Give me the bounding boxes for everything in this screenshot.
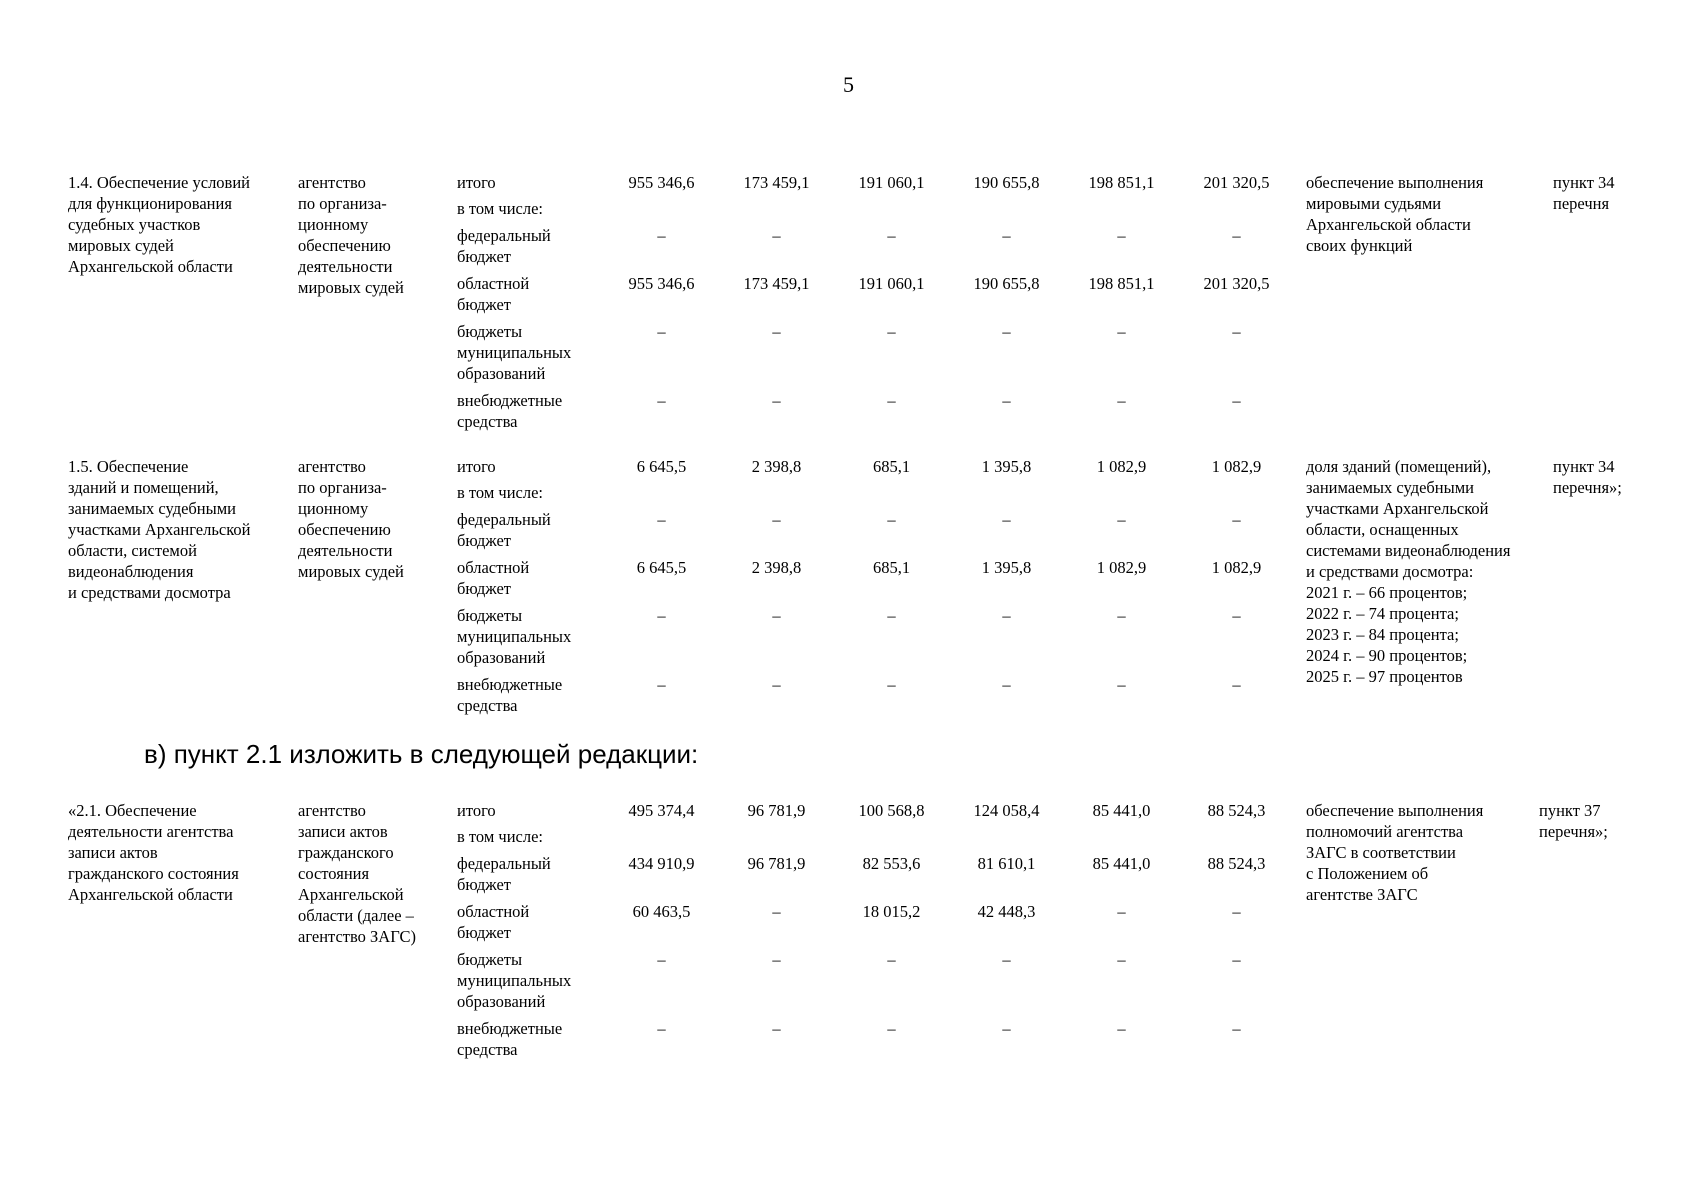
funding-source: итого: [457, 173, 496, 192]
funding-source: внебюджетные средства: [457, 1019, 563, 1059]
amount-cell: 6 645,5: [636, 558, 687, 577]
amount-cell: –: [657, 226, 666, 245]
amount-cell: –: [1232, 950, 1241, 969]
funding-source: бюджеты муниципальных образований: [457, 606, 572, 667]
funding-source: в том числе:: [457, 827, 544, 846]
amount-cell: –: [887, 226, 896, 245]
funding-source: бюджеты муниципальных образований: [457, 322, 572, 383]
amount-cell: –: [1002, 950, 1011, 969]
amount-cell: –: [887, 950, 896, 969]
amount-cell: 198 851,1: [1088, 274, 1155, 293]
executor: агентство записи актов гражданского состояния Архангельской области (далее – агентство ЗАГС): [298, 801, 417, 946]
amount-cell: –: [1117, 950, 1126, 969]
result-indicator: обеспечение выполнения полномочий агентства ЗАГС в соответствии с Положением об агентстве ЗАГС: [1306, 801, 1484, 904]
reference: пункт 34 перечня»;: [1553, 457, 1622, 497]
amount-cell: –: [657, 510, 666, 529]
amount-cell: –: [1232, 675, 1241, 694]
amount-cell: 1 082,9: [1096, 457, 1147, 476]
amount-cell: –: [1002, 1019, 1011, 1038]
amount-cell: 955 346,6: [628, 173, 695, 192]
amount-cell: 198 851,1: [1088, 173, 1155, 192]
amount-cell: 85 441,0: [1092, 801, 1151, 820]
funding-source: в том числе:: [457, 199, 544, 218]
amount-cell: 1 082,9: [1211, 457, 1262, 476]
amount-cell: 201 320,5: [1203, 274, 1270, 293]
amount-cell: –: [1232, 510, 1241, 529]
amount-cell: –: [772, 226, 781, 245]
amount-cell: –: [772, 902, 781, 921]
amount-cell: –: [1232, 902, 1241, 921]
measure-name: 1.4. Обеспечение условий для функционирования судебных участков мировых судей Архангельской области: [68, 173, 251, 276]
amount-cell: –: [887, 675, 896, 694]
amount-cell: –: [887, 606, 896, 625]
amount-cell: 81 610,1: [977, 854, 1036, 873]
amount-cell: 88 524,3: [1207, 854, 1266, 873]
amount-cell: 124 058,4: [973, 801, 1040, 820]
amount-cell: –: [772, 510, 781, 529]
amount-cell: –: [657, 950, 666, 969]
amount-cell: –: [772, 606, 781, 625]
amount-cell: –: [1117, 510, 1126, 529]
amount-cell: 1 082,9: [1211, 558, 1262, 577]
measure-name: «2.1. Обеспечение деятельности агентства записи актов гражданского состояния Архангельской области: [68, 801, 239, 904]
funding-source: федеральный бюджет: [457, 854, 551, 894]
funding-source: областной бюджет: [457, 274, 530, 314]
amount-cell: –: [1117, 226, 1126, 245]
amount-cell: –: [1117, 391, 1126, 410]
funding-source: областной бюджет: [457, 902, 530, 942]
amount-cell: 173 459,1: [743, 274, 810, 293]
amount-cell: 190 655,8: [973, 274, 1040, 293]
amount-cell: –: [1117, 606, 1126, 625]
amount-cell: 685,1: [872, 457, 911, 476]
amount-cell: –: [772, 1019, 781, 1038]
funding-source: внебюджетные средства: [457, 675, 563, 715]
measure-name: 1.5. Обеспечение зданий и помещений, занимаемых судебными участками Архангельской области, системой видеонаблюдения и средствами досмотра: [68, 457, 251, 602]
amount-cell: 100 568,8: [858, 801, 925, 820]
amount-cell: –: [1117, 1019, 1126, 1038]
amount-cell: 42 448,3: [977, 902, 1036, 921]
amount-cell: –: [772, 322, 781, 341]
reference: пункт 37 перечня»;: [1539, 801, 1608, 841]
amount-cell: –: [1002, 606, 1011, 625]
funding-source: в том числе:: [457, 483, 544, 502]
amount-cell: –: [887, 1019, 896, 1038]
amount-cell: 1 395,8: [981, 558, 1032, 577]
funding-source: итого: [457, 801, 496, 820]
amount-cell: –: [1002, 391, 1011, 410]
funding-source: областной бюджет: [457, 558, 530, 598]
amount-cell: –: [1232, 226, 1241, 245]
executor: агентство по организа- ционному обеспечению деятельности мировых судей: [298, 457, 404, 581]
amount-cell: 191 060,1: [858, 274, 925, 293]
amount-cell: –: [657, 391, 666, 410]
funding-source: бюджеты муниципальных образований: [457, 950, 572, 1011]
amount-cell: –: [657, 1019, 666, 1038]
amount-cell: –: [1117, 902, 1126, 921]
amount-cell: 190 655,8: [973, 173, 1040, 192]
amount-cell: 85 441,0: [1092, 854, 1151, 873]
amount-cell: 173 459,1: [743, 173, 810, 192]
amount-cell: –: [772, 391, 781, 410]
funding-source: федеральный бюджет: [457, 510, 551, 550]
amount-cell: –: [772, 950, 781, 969]
amount-cell: 6 645,5: [636, 457, 687, 476]
amount-cell: –: [1117, 322, 1126, 341]
amount-cell: 495 374,4: [628, 801, 695, 820]
amount-cell: 955 346,6: [628, 274, 695, 293]
amount-cell: –: [1232, 322, 1241, 341]
funding-source: внебюджетные средства: [457, 391, 563, 431]
amount-cell: –: [1002, 322, 1011, 341]
amount-cell: 685,1: [872, 558, 911, 577]
funding-source: федеральный бюджет: [457, 226, 551, 266]
reference: пункт 34 перечня: [1553, 173, 1615, 213]
amount-cell: –: [1232, 391, 1241, 410]
amount-cell: –: [1232, 606, 1241, 625]
amount-cell: –: [1232, 1019, 1241, 1038]
amount-cell: –: [887, 391, 896, 410]
amount-cell: –: [657, 322, 666, 341]
amount-cell: –: [887, 510, 896, 529]
amount-cell: –: [1002, 226, 1011, 245]
amount-cell: 434 910,9: [628, 854, 695, 873]
amount-cell: 2 398,8: [751, 457, 802, 476]
section-heading: в) пункт 2.1 изложить в следующей редакции:: [144, 739, 699, 769]
amount-cell: –: [1002, 675, 1011, 694]
amount-cell: 1 082,9: [1096, 558, 1147, 577]
amount-cell: –: [657, 675, 666, 694]
amount-cell: 60 463,5: [632, 902, 691, 921]
amount-cell: –: [887, 322, 896, 341]
amount-cell: 201 320,5: [1203, 173, 1270, 192]
result-indicator: обеспечение выполнения мировыми судьями Архангельской области своих функций: [1306, 173, 1484, 255]
amount-cell: 191 060,1: [858, 173, 925, 192]
amount-cell: –: [657, 606, 666, 625]
result-indicator: доля зданий (помещений), занимаемых судебными участками Архангельской области, оснащенных системами видеонаблюдения и средствами досмотра: 2021 г. – 66 процентов; 2022 г. – 74 процента; 2023 г. – 84 процента; 2024 г. – 90 процентов; 2025 г. – 97 процентов: [1306, 457, 1511, 686]
amount-cell: –: [772, 675, 781, 694]
amount-cell: 2 398,8: [751, 558, 802, 577]
amount-cell: 88 524,3: [1207, 801, 1266, 820]
amount-cell: 82 553,6: [862, 854, 921, 873]
executor: агентство по организа- ционному обеспечению деятельности мировых судей: [298, 173, 404, 297]
amount-cell: 18 015,2: [862, 902, 921, 921]
page-number: 5: [843, 72, 854, 97]
amount-cell: 1 395,8: [981, 457, 1032, 476]
amount-cell: –: [1117, 675, 1126, 694]
funding-source: итого: [457, 457, 496, 476]
amount-cell: 96 781,9: [747, 854, 806, 873]
amount-cell: –: [1002, 510, 1011, 529]
amount-cell: 96 781,9: [747, 801, 806, 820]
